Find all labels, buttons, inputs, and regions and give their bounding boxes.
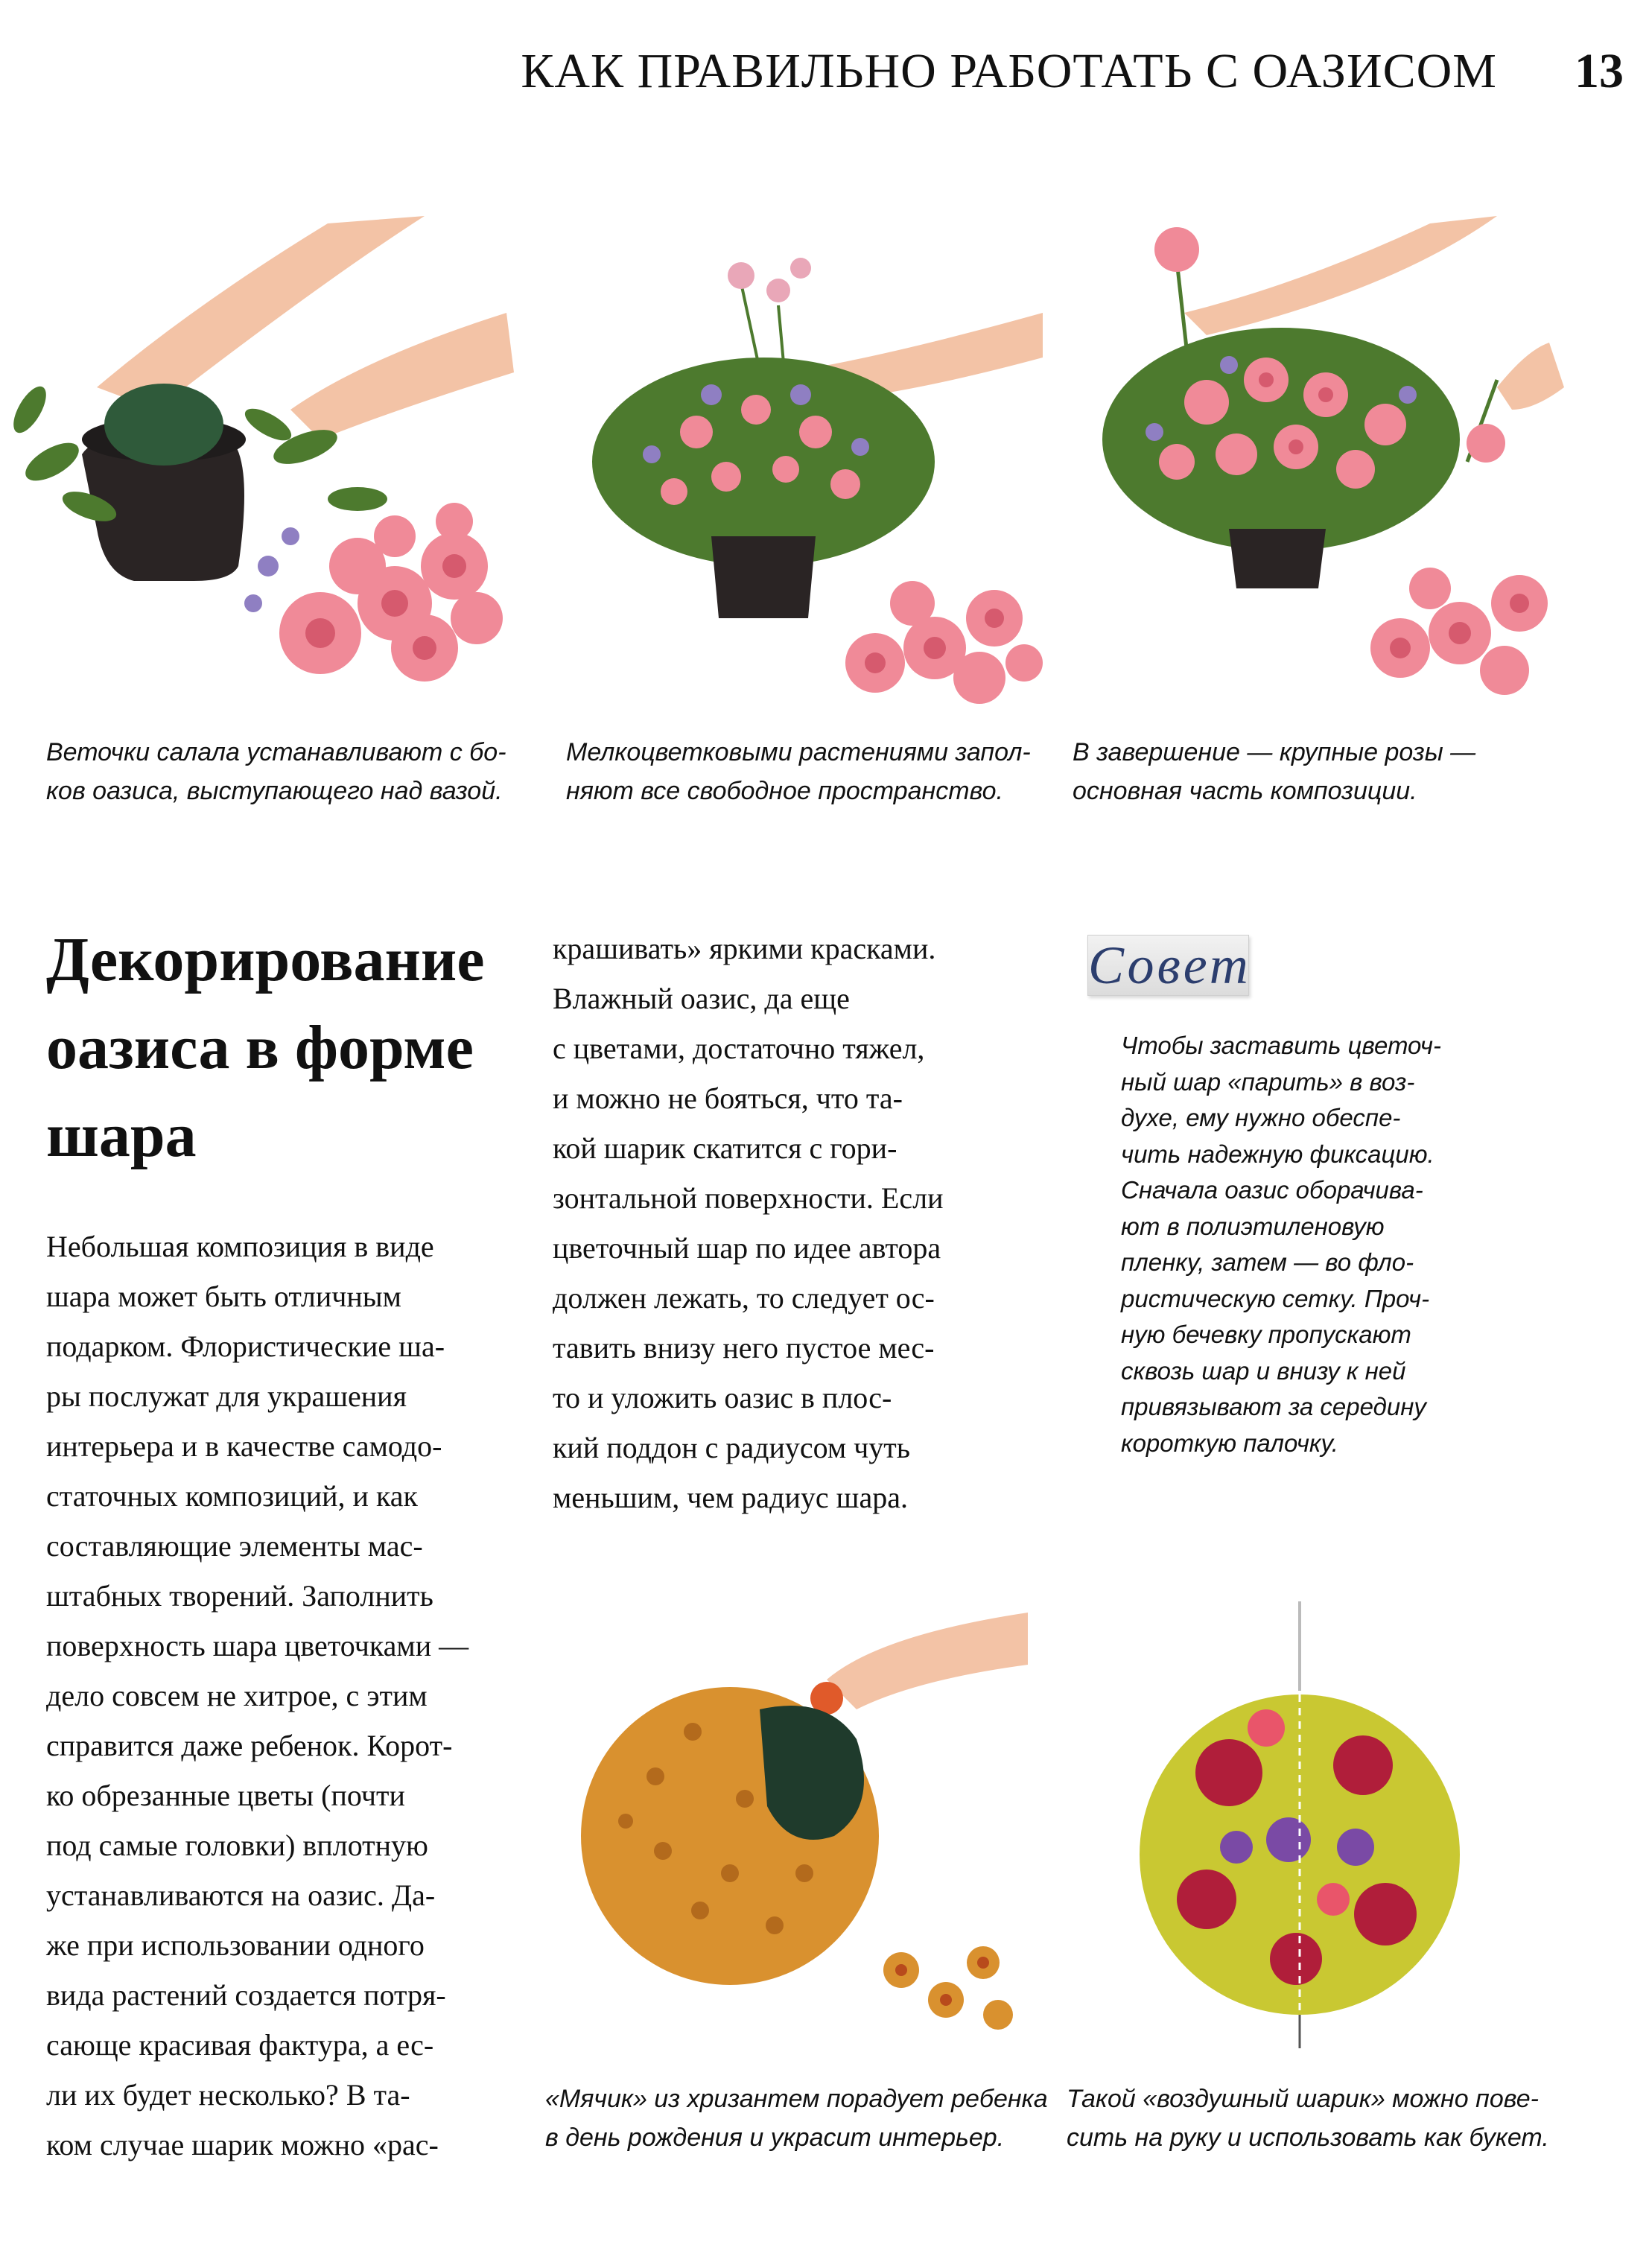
large-roses-illustration: [1080, 216, 1564, 708]
page-number: 13: [1575, 44, 1624, 98]
photo-chrysanthemum-ball: [581, 1613, 1028, 2045]
caption-large-roses: В завершение — крупные розы — основная часть композиции.: [1073, 738, 1476, 805]
caption-filler-flowers: Мелкоцветковыми растениями запол- няют все свободное пространство.: [566, 738, 1031, 805]
caption-salal-branches: Веточки салала устанавливают с бо- ков оазиса, выступающего над вазой.: [46, 738, 506, 805]
article-column-2: крашивать» яркими красками. Влажный оазис, да еще с цветами, достаточно тяжел, и можно не бояться, что та- кой шарик скатится с гори- зонтальной поверхности. Если цветочный шар по идее автора должен лежать, то следует ос- тавить внизу него пустое мес- то и уложить оазис в плос- кий поддон с радиусом чуть меньшим, чем радиус шара.: [553, 932, 944, 1514]
photo-filler-flowers: [562, 246, 1043, 708]
photo-salal-branches: [7, 216, 514, 700]
hanging-ball-illustration: [1117, 1601, 1482, 2048]
chrysanthemum-ball-illustration: [581, 1613, 1028, 2045]
article-column-1: Небольшая композиция в виде шара может быть отличным подарком. Флористические ша- ры послужат для украшения интерьера и в качестве самодо- статочных композиций, и как составляющие элементы мас- штабных творений. Заполнить поверхность шара цветочками — дело совсем не хитрое, с этим справится даже ребенок. Корот- ко обрезанные цветы (почти под самые головки) вплотную устанавливаются на оазис. Да- же при использовании одного вида растений создается потря- сающе красивая фактура, а ес- ли их будет несколько? В та- ком случае шарик можно «рас-: [46, 1230, 469, 2161]
caption-hanging-ball: Такой «воздушный шарик» можно пове- сить на руку и использовать как букет.: [1067, 2085, 1549, 2152]
tip-title: Совет: [1088, 936, 1251, 995]
photo-hanging-ball: [1117, 1601, 1482, 2048]
salal-branches-illustration: [7, 216, 514, 700]
page-title: КАК ПРАВИЛЬНО РАБОТАТЬ С ОАЗИСОМ: [521, 44, 1497, 98]
photo-large-roses: [1080, 216, 1564, 708]
tip-text: Чтобы заставить цветоч- ный шар «парить» в воз- духе, ему нужно обеспе- чить надежную фиксацию. Сначала оазис оборачива- ют в полиэтиленовую пленку, затем — во фло- ристическую сетку. Проч- ную бечевку пропускают сквозь шар и внизу к ней привязывают за середину короткую палочку.: [1121, 1032, 1441, 1457]
caption-chrysanthemum-ball: «Мячик» из хризантем порадует ребенка в день рождения и украсит интерьер.: [545, 2085, 1048, 2152]
article-heading: Декорирование оазиса в форме шара: [46, 925, 485, 1170]
filler-flowers-illustration: [562, 246, 1043, 708]
page-header: [521, 37, 1624, 104]
